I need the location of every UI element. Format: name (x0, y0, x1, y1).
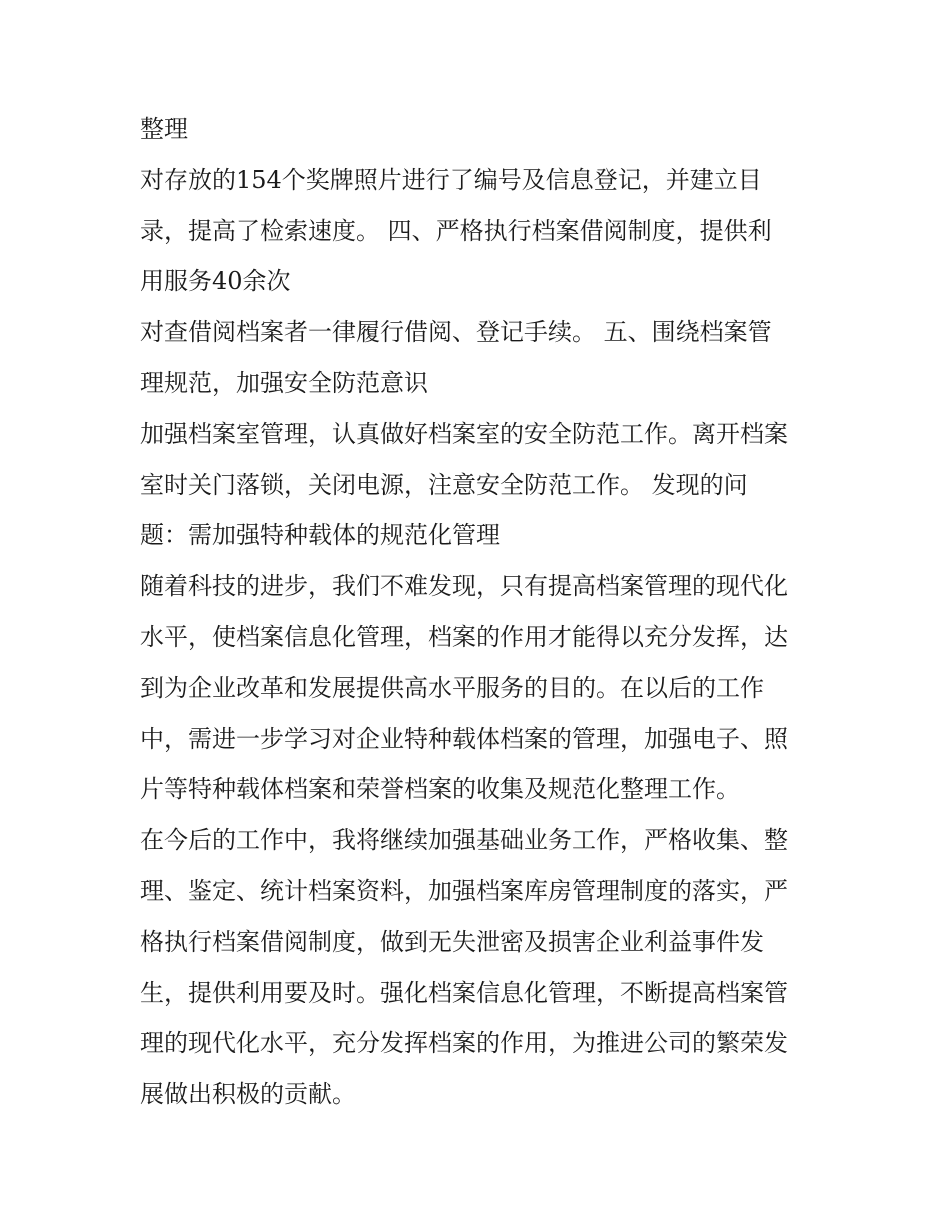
text-line-4: 用服务40余次 (140, 267, 291, 296)
text-line-19: 理的现代化水平，充分发挥档案的作用，为推进公司的繁荣发 (140, 1029, 788, 1058)
text-line-10: 随着科技的进步，我们不难发现，只有提高档案管理的现代化 (140, 572, 788, 601)
text-line-20: 展做出积极的贡献。 (140, 1080, 356, 1109)
text-line-11: 水平，使档案信息化管理，档案的作用才能得以充分发挥，达 (140, 622, 788, 651)
text-line-17: 格执行档案借阅制度，做到无失泄密及损害企业利益事件发 (140, 927, 764, 956)
text-line-3: 录，提高了检索速度。 四、严格执行档案借阅制度，提供利 (140, 216, 772, 245)
text-line-14: 片等特种载体档案和荣誉档案的收集及规范化整理工作。 (140, 775, 740, 804)
text-line-16: 理、鉴定、统计档案资料，加强档案库房管理制度的落实，严 (140, 876, 788, 905)
text-line-8: 室时关门落锁，关闭电源，注意安全防范工作。 发现的问 (140, 470, 748, 499)
text-line-13: 中，需进一步学习对企业特种载体档案的管理，加强电子、照 (140, 724, 788, 753)
text-line-5: 对查借阅档案者一律履行借阅、登记手续。 五、围绕档案管 (140, 318, 772, 347)
text-line-7: 加强档案室管理，认真做好档案室的安全防范工作。离开档案 (140, 419, 788, 448)
text-line-1: 整理 (140, 115, 188, 143)
text-line-12: 到为企业改革和发展提供高水平服务的目的。在以后的工作 (140, 673, 764, 702)
text-line-9: 题：需加强特种载体的规范化管理 (140, 521, 500, 550)
text-line-2: 对存放的154个奖牌照片进行了编号及信息登记，并建立目 (140, 165, 762, 194)
text-line-15: 在今后的工作中，我将继续加强基础业务工作，严格收集、整 (140, 826, 788, 855)
text-line-6: 理规范，加强安全防范意识 (140, 368, 428, 397)
document-body (140, 104, 820, 1120)
text-line-18: 生，提供利用要及时。强化档案信息化管理，不断提高档案管 (140, 978, 788, 1007)
